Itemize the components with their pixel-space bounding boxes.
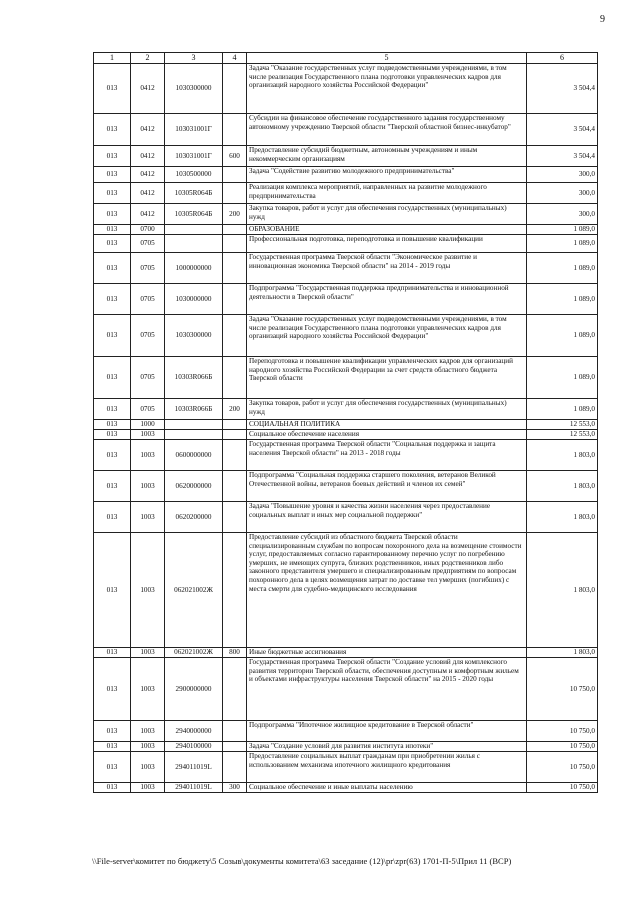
amount: 1 803,0 xyxy=(527,440,598,471)
item-description: Подпрограмма "Ипотечное жилищное кредитование в Тверской области" xyxy=(247,721,527,742)
amount: 10 750,0 xyxy=(527,658,598,721)
column-header: 5 xyxy=(247,53,527,64)
section-code: 0705 xyxy=(131,284,165,315)
expense-type-code xyxy=(223,235,247,253)
section-code: 0412 xyxy=(131,167,165,183)
section-code: 1003 xyxy=(131,783,165,793)
section-code: 1003 xyxy=(131,752,165,783)
table-row xyxy=(94,533,598,648)
table-row xyxy=(94,225,598,235)
target-article-code: 103031001Г xyxy=(165,146,223,167)
ministry-code: 013 xyxy=(94,284,131,315)
item-description: Предоставление социальных выплат гражданам при приобретении жилья с использованием механизма ипотечного жилищного кредитования xyxy=(247,752,527,783)
item-description: Государственная программа Тверской области "Социальная поддержка и защита населения Тверской области" на 2013 - 2018 годы xyxy=(247,440,527,471)
expense-type-code xyxy=(223,357,247,399)
ministry-code: 013 xyxy=(94,440,131,471)
ministry-code: 013 xyxy=(94,430,131,440)
item-description: Предоставление субсидий бюджетным, автономным учреждениям и иным некоммерческим организациям xyxy=(247,146,527,167)
target-article-code: 0620000000 xyxy=(165,471,223,502)
column-header: 6 xyxy=(527,53,598,64)
ministry-code: 013 xyxy=(94,721,131,742)
ministry-code: 013 xyxy=(94,533,131,648)
expense-type-code xyxy=(223,502,247,533)
item-description: Подпрограмма "Социальная поддержка старшего поколения, ветеранов Великой Отечественной войны, ветеранов боевых действий и членов их семей" xyxy=(247,471,527,502)
amount: 1 803,0 xyxy=(527,533,598,648)
section-code: 1000 xyxy=(131,420,165,430)
target-article-code: 0620200000 xyxy=(165,502,223,533)
section-code: 0705 xyxy=(131,357,165,399)
target-article-code: 10303R066Б xyxy=(165,357,223,399)
amount: 1 803,0 xyxy=(527,648,598,658)
table-row xyxy=(94,64,598,114)
item-description: Государственная программа Тверской области "Создание условий для комплексного развития территории Тверской области, обеспечения доступным и комфортным жильем и объектами инфраструктуры населения Тверской области" на 2015 - 2020 годы xyxy=(247,658,527,721)
section-code: 1003 xyxy=(131,471,165,502)
column-header: 3 xyxy=(165,53,223,64)
expense-type-code xyxy=(223,315,247,357)
expense-type-code xyxy=(223,721,247,742)
ministry-code: 013 xyxy=(94,225,131,235)
ministry-code: 013 xyxy=(94,64,131,114)
item-description: Задача "Создание условий для развития института ипотеки" xyxy=(247,742,527,752)
ministry-code: 013 xyxy=(94,315,131,357)
section-code: 1003 xyxy=(131,721,165,742)
table-row xyxy=(94,357,598,399)
item-description: Субсидии на финансовое обеспечение государственного задания государственному автономному учреждению Тверской области "Тверской областной бизнес-инкубатор" xyxy=(247,114,527,146)
item-description: Предоставление субсидий из областного бюджета Тверской области специализированным службам по вопросам похоронного дела на возмещение стоимости услуг, предоставляемых согласно гарантированному перечню услуг по погребению умерших, не имеющих супруга, близких родственников, иных родственников либо законного представителя умершего и специализированным предприятиям по вопросам похоронного дела в целях возмещения затрат по доставке тел умерших (погибших) с места смерти для судебно-медицинского исследования xyxy=(247,533,527,648)
table-row xyxy=(94,146,598,167)
target-article-code: 1030300000 xyxy=(165,315,223,357)
item-description: Государственная программа Тверской области "Экономическое развитие и инновационная экономика Тверской области" на 2014 - 2019 годы xyxy=(247,253,527,284)
expense-type-code xyxy=(223,284,247,315)
expense-type-code xyxy=(223,658,247,721)
amount: 1 803,0 xyxy=(527,502,598,533)
target-article-code xyxy=(165,225,223,235)
column-header: 1 xyxy=(94,53,131,64)
item-description: Социальное обеспечение и иные выплаты населению xyxy=(247,783,527,793)
ministry-code: 013 xyxy=(94,471,131,502)
table-row xyxy=(94,420,598,430)
target-article-code: 10305R064Б xyxy=(165,183,223,204)
section-code: 1003 xyxy=(131,430,165,440)
table-row xyxy=(94,114,598,146)
amount: 1 089,0 xyxy=(527,225,598,235)
item-description: Иные бюджетные ассигнования xyxy=(247,648,527,658)
amount: 1 089,0 xyxy=(527,235,598,253)
expense-type-code xyxy=(223,440,247,471)
table-row xyxy=(94,783,598,793)
section-code: 1003 xyxy=(131,658,165,721)
expense-type-code xyxy=(223,64,247,114)
file-path-footer: \\File-server\комитет по бюджету\5 Созыв\документы комитета\63 заседание (12)\pr\zpr(63) 1701-П-5\Прил 11 (ВСР) xyxy=(92,856,512,866)
expense-type-code: 600 xyxy=(223,146,247,167)
expense-type-code xyxy=(223,742,247,752)
amount: 1 803,0 xyxy=(527,471,598,502)
ministry-code: 013 xyxy=(94,752,131,783)
table-row xyxy=(94,204,598,225)
table-row xyxy=(94,721,598,742)
amount: 3 504,4 xyxy=(527,64,598,114)
column-header: 2 xyxy=(131,53,165,64)
section-code: 0700 xyxy=(131,225,165,235)
column-header: 4 xyxy=(223,53,247,64)
expense-type-code xyxy=(223,471,247,502)
expense-type-code: 200 xyxy=(223,204,247,225)
target-article-code: 294011019L xyxy=(165,783,223,793)
ministry-code: 013 xyxy=(94,742,131,752)
amount: 1 089,0 xyxy=(527,284,598,315)
ministry-code: 013 xyxy=(94,204,131,225)
table-row xyxy=(94,399,598,420)
amount: 300,0 xyxy=(527,183,598,204)
amount: 12 553,0 xyxy=(527,430,598,440)
table-row xyxy=(94,742,598,752)
table-row xyxy=(94,167,598,183)
amount: 1 089,0 xyxy=(527,253,598,284)
target-article-code xyxy=(165,420,223,430)
section-code: 0412 xyxy=(131,146,165,167)
expense-type-code xyxy=(223,533,247,648)
expense-type-code xyxy=(223,253,247,284)
expense-type-code: 200 xyxy=(223,399,247,420)
item-description: Закупка товаров, работ и услуг для обеспечения государственных (муниципальных) нужд xyxy=(247,399,527,420)
item-description: ОБРАЗОВАНИЕ xyxy=(247,225,527,235)
table-row xyxy=(94,430,598,440)
section-code: 1003 xyxy=(131,440,165,471)
item-description: Задача "Оказание государственных услуг подведомственными учреждениями, в том числе реализация Государственного плана подготовки управленческих кадров для организаций народного хозяйства Российской Федерации" xyxy=(247,315,527,357)
amount: 10 750,0 xyxy=(527,742,598,752)
expense-type-code xyxy=(223,114,247,146)
expense-type-code xyxy=(223,420,247,430)
item-description: Задача "Оказание государственных услуг подведомственными учреждениями, в том числе реализация Государственного плана подготовки управленческих кадров для организаций народного хозяйства Российской Федерации" xyxy=(247,64,527,114)
item-description: СОЦИАЛЬНАЯ ПОЛИТИКА xyxy=(247,420,527,430)
target-article-code: 062021002Ж xyxy=(165,533,223,648)
amount: 10 750,0 xyxy=(527,783,598,793)
item-description: Задача "Содействие развитию молодежного предпринимательства" xyxy=(247,167,527,183)
section-code: 0412 xyxy=(131,183,165,204)
ministry-code: 013 xyxy=(94,183,131,204)
amount: 1 089,0 xyxy=(527,399,598,420)
expense-type-code xyxy=(223,167,247,183)
item-description: Реализация комплекса мероприятий, направленных на развитие молодежного предпринимательства xyxy=(247,183,527,204)
section-code: 0705 xyxy=(131,235,165,253)
table-row xyxy=(94,183,598,204)
expense-type-code xyxy=(223,752,247,783)
target-article-code: 2940000000 xyxy=(165,721,223,742)
target-article-code: 1030500000 xyxy=(165,167,223,183)
target-article-code: 294011019L xyxy=(165,752,223,783)
table-row xyxy=(94,235,598,253)
table-row xyxy=(94,253,598,284)
section-code: 1003 xyxy=(131,533,165,648)
target-article-code xyxy=(165,430,223,440)
amount: 300,0 xyxy=(527,167,598,183)
budget-table xyxy=(93,52,598,793)
table-row xyxy=(94,471,598,502)
ministry-code: 013 xyxy=(94,253,131,284)
table-row xyxy=(94,752,598,783)
item-description: Профессиональная подготовка, переподготовка и повышение квалификации xyxy=(247,235,527,253)
expense-type-code: 800 xyxy=(223,648,247,658)
section-code: 1003 xyxy=(131,742,165,752)
ministry-code: 013 xyxy=(94,357,131,399)
table-row xyxy=(94,658,598,721)
target-article-code: 2900000000 xyxy=(165,658,223,721)
ministry-code: 013 xyxy=(94,648,131,658)
section-code: 0705 xyxy=(131,399,165,420)
target-article-code: 10303R066Б xyxy=(165,399,223,420)
target-article-code: 062021002Ж xyxy=(165,648,223,658)
section-code: 1003 xyxy=(131,502,165,533)
item-description: Закупка товаров, работ и услуг для обеспечения государственных (муниципальных) нужд xyxy=(247,204,527,225)
amount: 3 504,4 xyxy=(527,146,598,167)
expense-type-code xyxy=(223,183,247,204)
expense-type-code xyxy=(223,225,247,235)
section-code: 1003 xyxy=(131,648,165,658)
table-row xyxy=(94,315,598,357)
table-header-row xyxy=(94,53,598,64)
target-article-code: 1000000000 xyxy=(165,253,223,284)
target-article-code: 1030000000 xyxy=(165,284,223,315)
ministry-code: 013 xyxy=(94,420,131,430)
target-article-code: 103031001Г xyxy=(165,114,223,146)
ministry-code: 013 xyxy=(94,502,131,533)
ministry-code: 013 xyxy=(94,114,131,146)
table-row xyxy=(94,502,598,533)
table-row xyxy=(94,648,598,658)
ministry-code: 013 xyxy=(94,658,131,721)
ministry-code: 013 xyxy=(94,399,131,420)
section-code: 0705 xyxy=(131,315,165,357)
amount: 300,0 xyxy=(527,204,598,225)
item-description: Социальное обеспечение населения xyxy=(247,430,527,440)
ministry-code: 013 xyxy=(94,783,131,793)
table-row xyxy=(94,284,598,315)
amount: 1 089,0 xyxy=(527,315,598,357)
section-code: 0412 xyxy=(131,64,165,114)
ministry-code: 013 xyxy=(94,146,131,167)
ministry-code: 013 xyxy=(94,235,131,253)
expense-type-code: 300 xyxy=(223,783,247,793)
amount: 10 750,0 xyxy=(527,752,598,783)
target-article-code xyxy=(165,235,223,253)
table-row xyxy=(94,440,598,471)
amount: 10 750,0 xyxy=(527,721,598,742)
expense-type-code xyxy=(223,430,247,440)
target-article-code: 0600000000 xyxy=(165,440,223,471)
page-number: 9 xyxy=(600,14,605,25)
item-description: Подпрограмма "Государственная поддержка предпринимательства и инновационной деятельности в Тверской области" xyxy=(247,284,527,315)
amount: 3 504,4 xyxy=(527,114,598,146)
target-article-code: 1030300000 xyxy=(165,64,223,114)
item-description: Переподготовка и повышение квалификации управленческих кадров для организаций народного хозяйства Российской Федерации за счет средств областного бюджета Тверской области xyxy=(247,357,527,399)
amount: 12 553,0 xyxy=(527,420,598,430)
target-article-code: 2940100000 xyxy=(165,742,223,752)
target-article-code: 10305R064Б xyxy=(165,204,223,225)
section-code: 0412 xyxy=(131,114,165,146)
ministry-code: 013 xyxy=(94,167,131,183)
item-description: Задача "Повышение уровня и качества жизни населения через предоставление социальных выплат и иных мер социальной поддержки" xyxy=(247,502,527,533)
section-code: 0412 xyxy=(131,204,165,225)
amount: 1 089,0 xyxy=(527,357,598,399)
section-code: 0705 xyxy=(131,253,165,284)
